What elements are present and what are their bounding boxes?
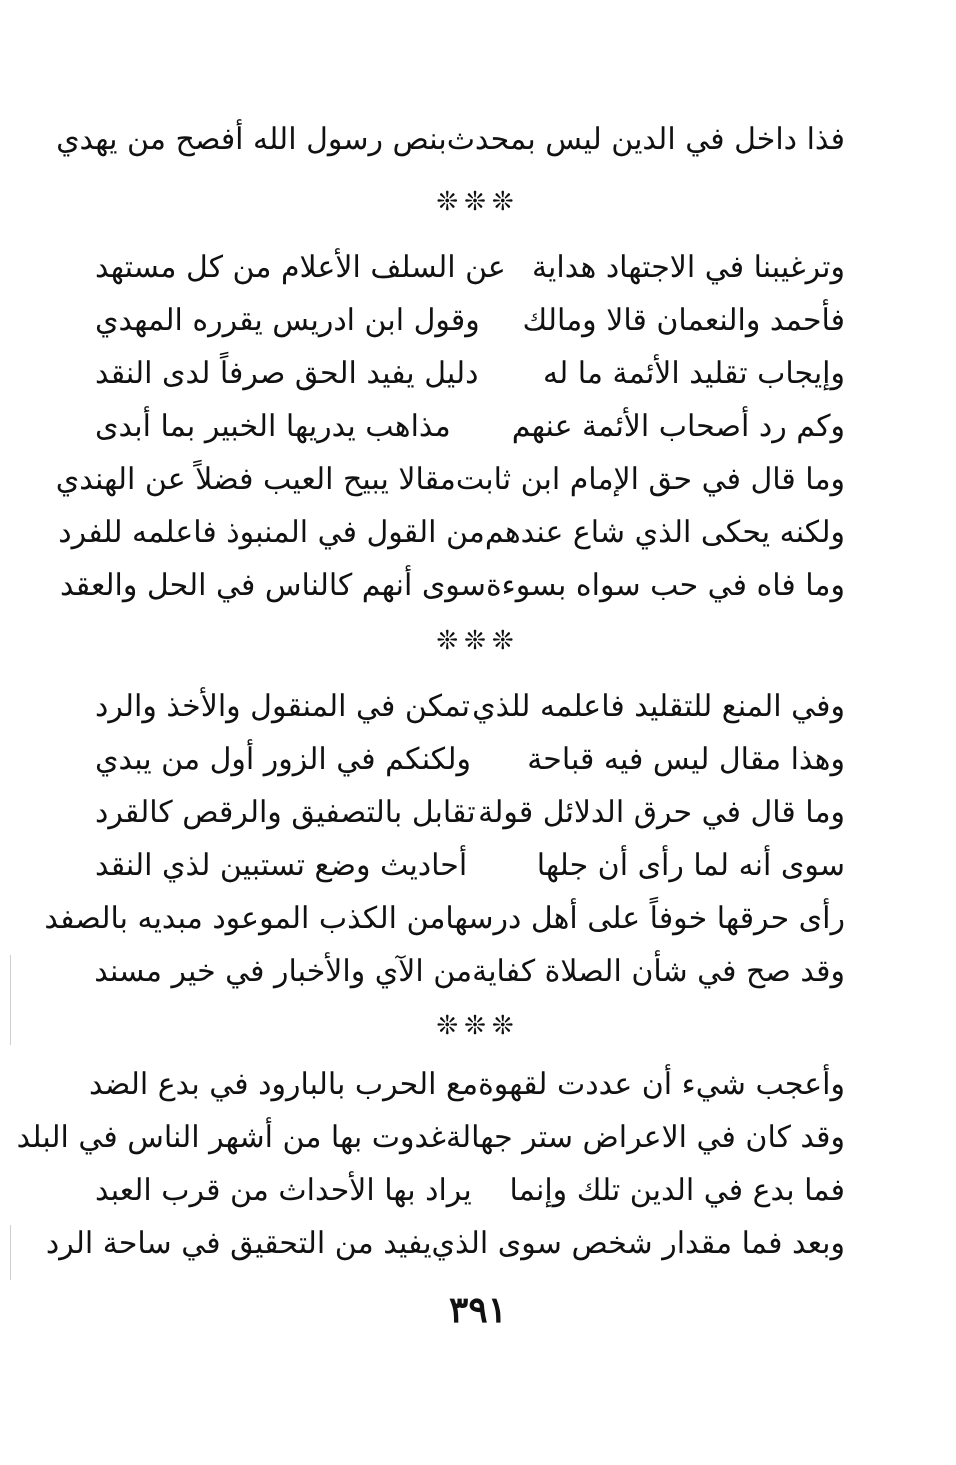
verse-first-hemistich: ولكنه يحكى الذي شاع عندهم <box>484 515 845 550</box>
verse-first-hemistich: فذا داخل في الدين ليس بمحدث <box>446 122 845 157</box>
verse-first-hemistich: وأعجب شيء أن عددت لقهوة <box>478 1067 845 1102</box>
verse-first-hemistich: وإيجاب تقليد الأئمة ما له <box>543 356 845 391</box>
verse-line <box>95 735 845 785</box>
verse-line <box>45 1219 845 1269</box>
page-number: ٣٩١ <box>448 1289 507 1331</box>
verse-second-hemistich: ولكنكم في الزور أول من يبدي <box>95 742 471 777</box>
verse-first-hemistich: فما بدع في الدين تلك وإنما <box>509 1173 845 1208</box>
verse-line <box>95 296 845 346</box>
verse-first-hemistich: وهذا مقال ليس فيه قباحة <box>527 742 845 777</box>
verse-line <box>60 561 845 611</box>
verse-second-hemistich: بنص رسول الله أفصح من يهدي <box>56 122 447 157</box>
stanza-separator: ❊❊❊ <box>436 187 520 217</box>
verse-second-hemistich: يراد بها الأحداث من قرب العبد <box>95 1173 472 1208</box>
verse-line <box>95 788 845 838</box>
verse-second-hemistich: وقول ابن ادريس يقرره المهدي <box>95 303 480 338</box>
verse-first-hemistich: وفي المنع للتقليد فاعلمه للذي <box>472 689 845 724</box>
verse-line <box>88 1060 845 1110</box>
verse-second-hemistich: مع الحرب بالبارود في بدع الضد <box>88 1067 479 1102</box>
verse-line <box>58 508 845 558</box>
verse-second-hemistich: من الآي والأخبار في خير مسند <box>94 954 473 989</box>
verse-first-hemistich: وما قال في حرق الدلائل قولة <box>478 795 845 830</box>
verse-first-hemistich: فأحمد والنعمان قالا ومالك <box>522 303 845 338</box>
verse-line <box>16 1113 845 1163</box>
verse-line <box>95 841 845 891</box>
scan-edge-mark <box>10 955 11 1045</box>
verse-line <box>44 894 845 944</box>
verse-second-hemistich: غدوت بها من أشهر الناس في البلد <box>16 1120 446 1155</box>
verse-second-hemistich: عن السلف الأعلام من كل مستهد <box>95 250 506 285</box>
verse-first-hemistich: وما فاه في حب سواه بسوءة <box>485 568 845 603</box>
verse-second-hemistich: سوى أنهم كالناس في الحل والعقد <box>60 568 486 603</box>
verse-first-hemistich: وقد صح في شأن الصلاة كفاية <box>472 954 845 989</box>
verse-first-hemistich: وما قال في حق الإمام ابن ثابت <box>455 462 845 497</box>
verse-first-hemistich: وبعد فما مقدار شخص سوى الذي <box>431 1226 845 1261</box>
verse-second-hemistich: مذاهب يدريها الخبير بما أبدى <box>95 409 451 444</box>
verse-line <box>56 115 845 165</box>
verse-first-hemistich: وقد كان في الاعراض ستر جهالة <box>445 1120 845 1155</box>
verse-line <box>55 455 845 505</box>
verse-line <box>95 349 845 399</box>
verse-second-hemistich: تقابل بالتصفيق والرقص كالقرد <box>95 795 476 830</box>
verse-line <box>95 1166 845 1216</box>
verse-first-hemistich: وكم رد أصحاب الأئمة عنهم <box>511 409 845 444</box>
verse-first-hemistich: رأى حرقها خوفاً على أهل درسها <box>445 901 845 936</box>
verse-second-hemistich: مقالا يبيح العيب فضلاً عن الهندي <box>55 462 456 497</box>
verse-second-hemistich: تمكن في المنقول والأخذ والرد <box>95 689 471 724</box>
verse-first-hemistich: وترغيبنا في الاجتهاد هداية <box>531 250 845 285</box>
verse-line <box>95 243 845 293</box>
verse-line <box>95 947 845 997</box>
verse-second-hemistich: دليل يفيد الحق صرفاً لدى النقد <box>95 356 479 391</box>
stanza-separator: ❊❊❊ <box>436 1011 520 1041</box>
verse-second-hemistich: من الكذب الموعود مبديه بالصفد <box>44 901 446 936</box>
stanza-separator: ❊❊❊ <box>436 626 520 656</box>
verse-first-hemistich: سوى أنه لما رأى أن جلها <box>536 848 845 883</box>
scan-edge-mark <box>10 1225 11 1280</box>
verse-line <box>95 682 845 732</box>
verse-second-hemistich: أحاديث وضع تستبين لذي النقد <box>95 848 468 883</box>
verse-second-hemistich: يفيد من التحقيق في ساحة الرد <box>45 1226 432 1261</box>
verse-second-hemistich: من القول في المنبوذ فاعلمه للفرد <box>58 515 485 550</box>
verse-line <box>95 402 845 452</box>
